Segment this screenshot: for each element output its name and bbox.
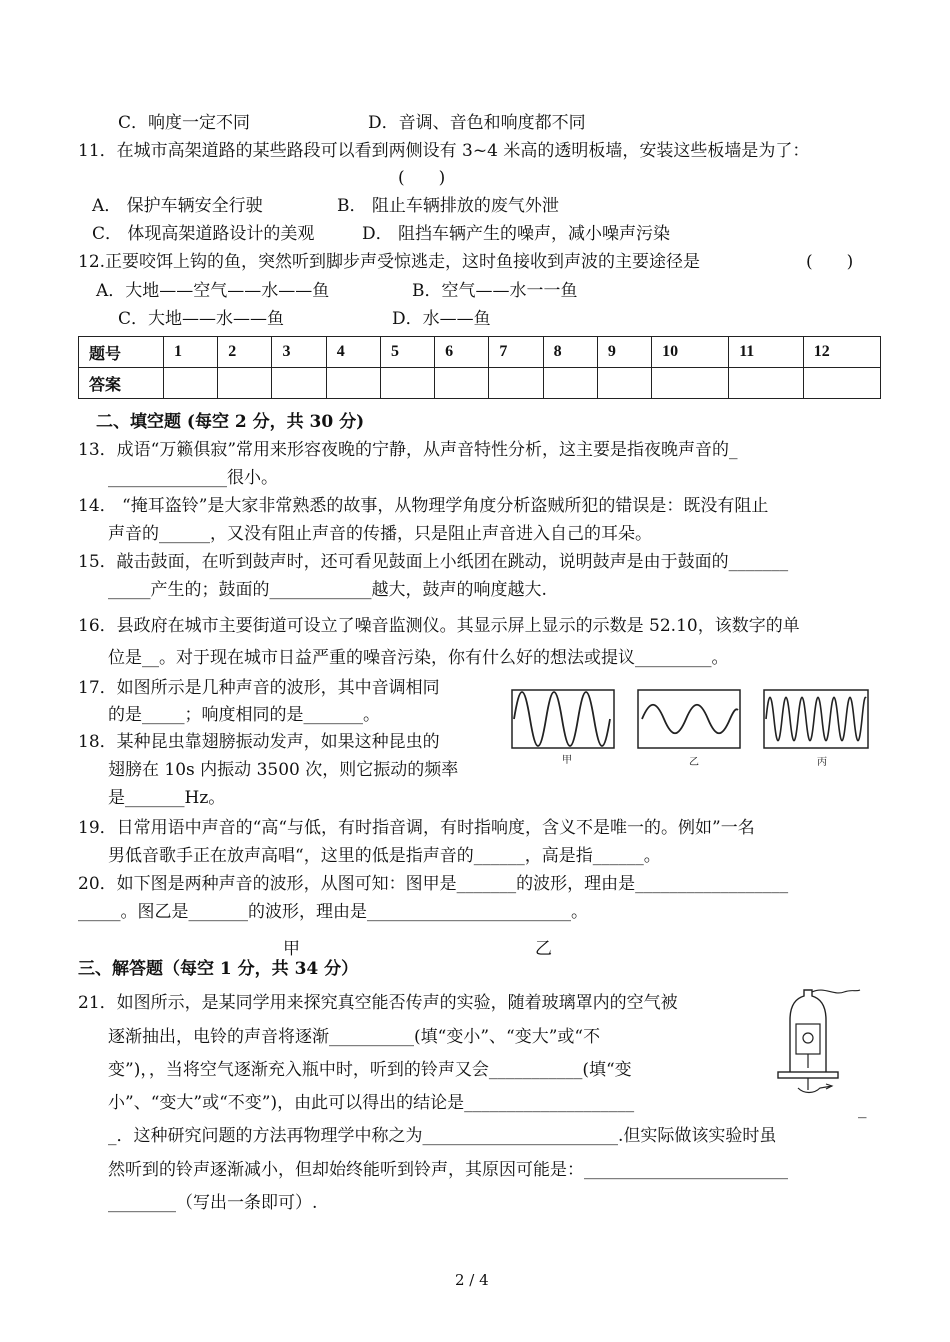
answer-table-answer-row <box>79 368 881 399</box>
answer-cell[interactable] <box>803 368 880 399</box>
section3-title: 三、解答题（每空 1 分，共 34 分） <box>78 959 359 979</box>
table-number-cell: 8 <box>543 337 597 368</box>
q12-paren: ( ) <box>806 252 854 272</box>
q12-option-b: B．空气——水一一鱼 <box>412 281 578 301</box>
q19-line2: 男低音歌手正在放声高唱“，这里的低是指声音的______，高是指______。 <box>108 846 661 866</box>
table-number-cell: 4 <box>326 337 380 368</box>
bell-dome <box>803 1033 813 1043</box>
wave-label-bing: 丙 <box>817 757 827 768</box>
q14-text-b: ，又没有阻止声音的传播，只是阻止声音进入自己的耳朵。 <box>210 524 652 544</box>
q12-option-a: A．大地——空气——水——鱼 <box>96 281 330 301</box>
q10-option-c: C．响度一定不同 <box>118 113 251 133</box>
answer-cell[interactable] <box>489 368 543 399</box>
q21-line2: 逐渐抽出，电铃的声音将逐渐__________(填“变小”、“变大”或“不 <box>108 1027 601 1047</box>
q16-line2: 位是__。对于现在城市日益严重的噪音污染，你有什么好的想法或提议_________。 <box>108 648 729 668</box>
q18-line2: 翅膀在 10s 内振动 3500 次，则它振动的频率 <box>108 760 459 780</box>
q11-option-d: D． 阻挡车辆产生的噪声，减小噪声污染 <box>362 224 671 244</box>
q21-line4: 小”、“变大”或“不变”)，由此可以得出的结论是____________________ <box>108 1093 635 1113</box>
q11-option-c: C． 体现高架道路设计的美观 <box>92 224 315 244</box>
q20-fig-label-jia: 甲 <box>283 939 300 959</box>
q18-line3: 是_______Hz。 <box>108 788 226 808</box>
q17-line2: 的是_____；响度相同的是_______。 <box>108 705 380 725</box>
wave-label-yi: 乙 <box>689 757 699 768</box>
table-number-cell: 12 <box>803 337 880 368</box>
answer-cell[interactable] <box>597 368 651 399</box>
answer-cell[interactable] <box>652 368 729 399</box>
answer-cell[interactable] <box>272 368 326 399</box>
table-answer-label: 答案 <box>79 368 164 399</box>
q13-line2 <box>108 466 278 490</box>
q17-line1: 17．如图所示是几种声音的波形，其中音调相同 <box>78 678 440 698</box>
answer-cell[interactable] <box>380 368 434 399</box>
table-number-cell: 5 <box>380 337 434 368</box>
q11-paren: ( ) <box>398 168 446 188</box>
jar-base-plate <box>778 1072 838 1078</box>
q12-option-c: C．大地——水——鱼 <box>118 309 285 329</box>
q14-line1: 14． “掩耳盗铃”是大家非常熟悉的故事，从物理学角度分析盗贼所犯的错误是：既没有阻止 <box>78 496 769 516</box>
bell-jar-figure <box>768 986 864 1098</box>
q14-line2 <box>108 522 652 546</box>
answer-table <box>78 336 881 399</box>
q21-line5: _．这种研究问题的方法再物理学中称之为_______________________.但实际做该实验时虽 <box>108 1126 777 1146</box>
answer-cell[interactable] <box>729 368 804 399</box>
wave-bing <box>766 697 866 741</box>
q18-line1: 18．某种昆虫靠翅膀振动发声，如果这种昆虫的 <box>78 732 440 752</box>
section2-title: 二、填空题 (每空 2 分，共 30 分) <box>96 412 365 432</box>
wave-jia <box>514 692 610 746</box>
answer-table-header-row <box>79 337 881 368</box>
wave-box-bing <box>764 690 868 748</box>
electric-bell <box>796 1024 820 1054</box>
table-number-cell: 6 <box>435 337 489 368</box>
q21-line4-end: _ <box>858 1099 867 1119</box>
q10-option-d: D．音调、音色和响度都不同 <box>368 113 586 133</box>
q13-line1: 13．成语“万籁俱寂”常用来形容夜晚的宁静，从声音特性分析，这主要是指夜晚声音的_ <box>78 440 738 460</box>
q16-line1: 16．县政府在城市主要街道可设立了噪音监测仪。其显示屏上显示的示数是 52.10，该数字的单 <box>78 616 800 636</box>
q21-line6: 然听到的铃声逐渐减小，但却始终能听到铃声，其原因可能是：________________________ <box>108 1160 788 1180</box>
answer-cell[interactable] <box>218 368 272 399</box>
q11-stem: 11．在城市高架道路的某些路段可以看到两侧设有 3~4 米高的透明板墙，安装这些板墙是为了： <box>78 141 810 161</box>
table-number-cell: 1 <box>164 337 218 368</box>
table-number-cell: 9 <box>597 337 651 368</box>
table-number-cell: 10 <box>652 337 729 368</box>
q11-option-b: B． 阻止车辆排放的废气外泄 <box>337 196 559 216</box>
q20-fig-label-yi: 乙 <box>535 939 552 959</box>
q21-line1: 21．如图所示，是某同学用来探究真空能否传声的实验，随着玻璃罩内的空气被 <box>78 993 678 1013</box>
q11-option-a: A． 保护车辆安全行驶 <box>92 196 263 216</box>
q19-line1: 19．日常用语中声音的“高“与低，有时指音调，有时指响度，含义不是唯一的。例如”一名 <box>78 818 755 838</box>
q13-text: 很小。 <box>227 468 278 488</box>
q13-blank[interactable]: ______________ <box>108 468 227 488</box>
q15-line1: 15．敲击鼓面，在听到鼓声时，还可看见鼓面上小纸团在跳动，说明鼓声是由于鼓面的_______ <box>78 552 789 572</box>
table-number-cell: 3 <box>272 337 326 368</box>
table-number-cell: 2 <box>218 337 272 368</box>
answer-cell[interactable] <box>164 368 218 399</box>
q14-text-a: 声音的 <box>108 524 159 544</box>
table-header-label: 题号 <box>79 337 164 368</box>
q21-line3: 变”)，，当将空气逐渐充入瓶中时，听到的铃声又会___________(填“变 <box>108 1060 632 1080</box>
bell-wire <box>812 990 860 993</box>
q14-blank[interactable]: ______ <box>159 524 210 544</box>
q20-line2: _____。图乙是_______的波形，理由是________________________。 <box>78 902 588 922</box>
q20-line1: 20．如下图是两种声音的波形，从图可知：图甲是_______的波形，理由是__________________ <box>78 874 789 894</box>
wave-label-jia: 甲 <box>562 755 572 766</box>
q12-stem: 12.正要咬饵上钩的鱼，突然听到脚步声受惊逃走，这时鱼接收到声波的主要途径是 <box>78 252 701 272</box>
page-number: 2 / 4 <box>455 1271 489 1289</box>
pump-valve <box>798 1086 832 1093</box>
table-number-cell: 11 <box>729 337 804 368</box>
q15-line2: _____产生的；鼓面的____________越大，鼓声的响度越大. <box>108 580 547 600</box>
answer-cell[interactable] <box>543 368 597 399</box>
q21-line7: ________（写出一条即可）. <box>108 1193 318 1213</box>
answer-cell[interactable] <box>435 368 489 399</box>
table-number-cell: 7 <box>489 337 543 368</box>
q12-option-d: D．水——鱼 <box>392 309 491 329</box>
wave-box-yi <box>638 690 740 748</box>
answer-cell[interactable] <box>326 368 380 399</box>
wave-yi <box>642 705 738 734</box>
